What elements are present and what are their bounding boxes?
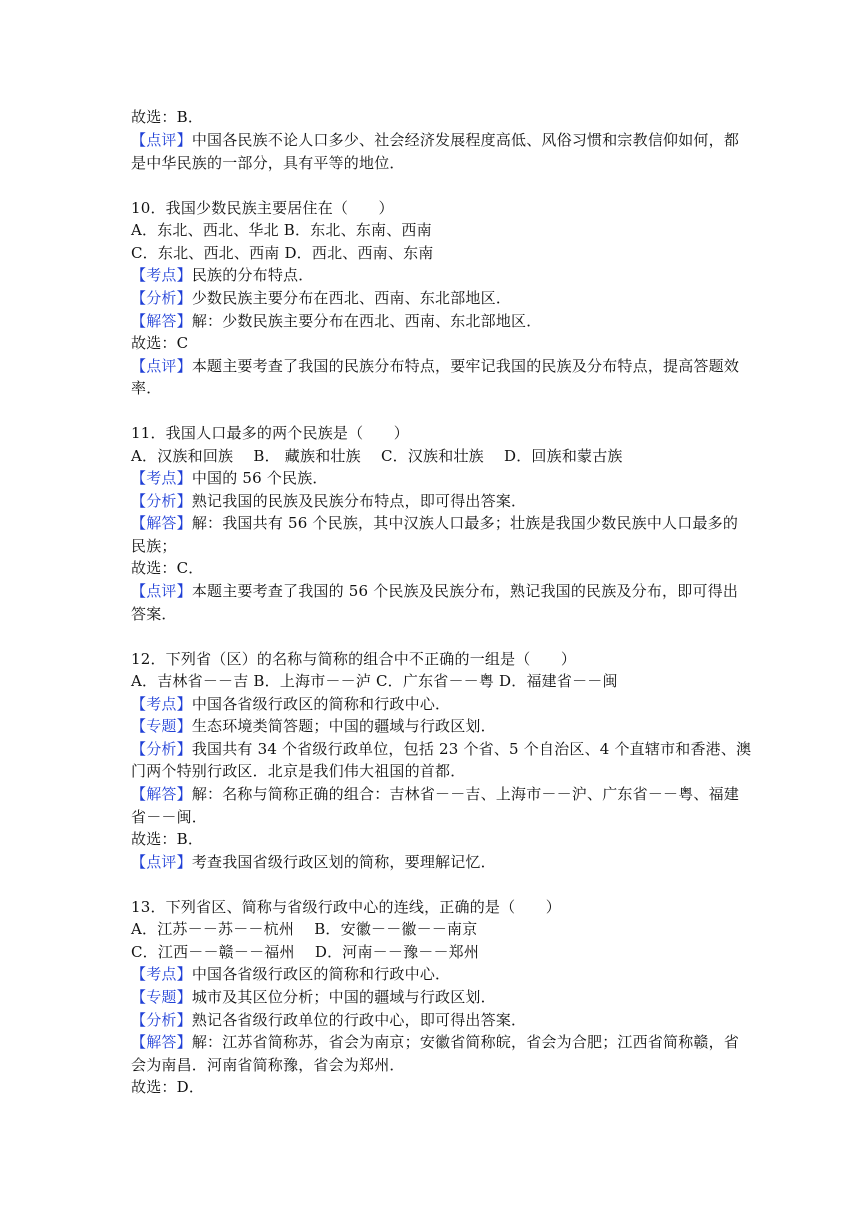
text-span: 我国共有 34 个省级行政单位，包括 23 个省、5 个自治区、4 个直辖市和香港、澳: [191, 740, 752, 758]
text-span: 熟记我国的民族及民族分布特点，即可得出答案．: [191, 492, 527, 510]
text-span: 10．我国少数民族主要居住在（ ）: [131, 199, 394, 217]
question-10-fenxi: [131, 289, 511, 307]
text-span: 中国各省级行政区的简称和行政中心．: [191, 965, 451, 983]
tag-kaodian: 【考点】: [131, 695, 192, 713]
text-span: A．汉族和回族 B． 藏族和壮族 C．汉族和壮族 D．回族和蒙古族: [131, 447, 623, 465]
question-10-kaodian: [131, 266, 313, 284]
question-11-options: [131, 447, 623, 465]
question-10-stem: [131, 199, 394, 217]
text-span: 中国各省级行政区的简称和行政中心．: [191, 695, 451, 713]
text-span: 11．我国人口最多的两个民族是（ ）: [131, 424, 409, 442]
question-10-options-2: [131, 244, 433, 262]
question-11-fenxi: [131, 492, 526, 510]
tag-fenxi: 【分析】: [131, 492, 192, 510]
question-12-fenxi: [131, 740, 751, 758]
tag-kaodian: 【考点】: [131, 965, 192, 983]
text-span: C．东北、西北、西南 D．西北、西南、东南: [131, 244, 434, 262]
question-11-stem: [131, 424, 409, 442]
text-span: 解：我国共有 56 个民族，其中汉族人口最多；壮族是我国少数民族中人口最多的: [191, 514, 739, 532]
review-line: [131, 131, 739, 149]
text-span: 门两个特别行政区．北京是我们伟大祖国的首都．: [131, 762, 466, 780]
question-11-review: [131, 582, 738, 600]
text-span: 熟记各省级行政单位的行政中心，即可得出答案．: [191, 1011, 527, 1029]
question-13-kaodian: [131, 965, 450, 983]
tag-jieda: 【解答】: [131, 1033, 192, 1051]
text-span: 本题主要考查了我国的民族分布特点，要牢记我国的民族及分布特点，提高答题效: [191, 357, 740, 375]
text-span: A．吉林省－－吉 B．上海市－－泸 C．广东省－－粤 D．福建省－－闽: [131, 672, 618, 690]
question-12-answer: [131, 830, 203, 848]
tag-review: 【点评】: [131, 131, 192, 149]
question-11-jieda: [131, 514, 738, 532]
text-span: A．东北、西北、华北 B．东北、东南、西南: [131, 221, 432, 239]
text-span: 故选：C．: [131, 559, 204, 577]
question-13-fenxi: [131, 1011, 526, 1029]
question-12-fenxi-cont: [131, 762, 465, 780]
question-12-jieda: [131, 785, 739, 803]
text-span: A．江苏－－苏－－杭州 B．安徽－－徽－－南京: [131, 920, 478, 938]
text-span: 中国的 56 个民族．: [191, 469, 328, 487]
question-10-answer: [131, 334, 188, 352]
question-11-jieda-cont: [131, 537, 177, 555]
question-10-review: [131, 357, 739, 375]
question-10-options-1: [131, 221, 432, 239]
question-12-review: [131, 853, 496, 871]
tag-review: 【点评】: [131, 582, 192, 600]
question-10-jieda: [131, 312, 541, 330]
text-span: 解：少数民族主要分布在西北、西南、东北部地区．: [191, 312, 542, 330]
question-12-kaodian: [131, 695, 450, 713]
question-12-zhuanti: [131, 717, 496, 735]
text-span: 13．下列省区、简称与省级行政中心的连线，正确的是（ ）: [131, 898, 561, 916]
tag-kaodian: 【考点】: [131, 469, 192, 487]
question-13-answer: [131, 1078, 204, 1096]
question-11-answer: [131, 559, 203, 577]
question-13-zhuanti: [131, 988, 496, 1006]
question-10-review-cont: [131, 379, 161, 397]
text-span: 是中华民族的一部分，具有平等的地位．: [131, 154, 405, 172]
question-13-jieda-cont: [131, 1056, 405, 1074]
text-span: 中国各民族不论人口多少、社会经济发展程度高低、风俗习惯和宗教信仰如何，都: [191, 131, 740, 149]
text-span: 故选：C: [131, 334, 189, 352]
tag-fenxi: 【分析】: [131, 1011, 192, 1029]
tag-review: 【点评】: [131, 357, 192, 375]
text-span: 故选：B．: [131, 108, 204, 126]
text-span: 故选：B．: [131, 830, 204, 848]
text-span: 考查我国省级行政区划的简称，要理解记忆．: [191, 853, 496, 871]
question-13-options-2: [131, 943, 479, 961]
tag-jieda: 【解答】: [131, 312, 192, 330]
question-11-review-cont: [131, 605, 177, 623]
text-span: 城市及其区位分析；中国的疆域与行政区划．: [191, 988, 496, 1006]
text-span: 生态环境类简答题；中国的疆域与行政区划．: [191, 717, 496, 735]
text-span: 省－－闽．: [131, 808, 208, 826]
answer-line: [131, 108, 203, 126]
tag-kaodian: 【考点】: [131, 266, 192, 284]
question-12-options: [131, 672, 618, 690]
text-span: 本题主要考查了我国的 56 个民族及民族分布，熟记我国的民族及分布，即可得出: [191, 582, 739, 600]
text-span: 答案．: [131, 605, 177, 623]
text-span: 解：江苏省简称苏，省会为南京；安徽省简称皖，省会为合肥；江西省简称赣，省: [191, 1033, 740, 1051]
text-span: 12．下列省（区）的名称与简称的组合中不正确的一组是（ ）: [131, 650, 577, 668]
question-13-jieda: [131, 1033, 739, 1051]
question-13-options-1: [131, 920, 477, 938]
question-12-jieda-cont: [131, 808, 207, 826]
tag-zhuanti: 【专题】: [131, 988, 192, 1006]
tag-fenxi: 【分析】: [131, 289, 192, 307]
text-span: 解：名称与简称正确的组合：吉林省－－吉、上海市－－沪、广东省－－粤、福建: [191, 785, 740, 803]
text-span: 会为南昌．河南省简称豫，省会为郑州．: [131, 1056, 405, 1074]
text-span: 率．: [131, 379, 162, 397]
text-span: 民族的分布特点．: [191, 266, 314, 284]
text-span: 少数民族主要分布在西北、西南、东北部地区．: [191, 289, 512, 307]
text-span: C．江西－－赣－－福州 D．河南－－豫－－郑州: [131, 943, 480, 961]
tag-fenxi: 【分析】: [131, 740, 192, 758]
question-12-stem: [131, 650, 576, 668]
question-13-stem: [131, 898, 561, 916]
review-line-cont: [131, 154, 405, 172]
tag-review: 【点评】: [131, 853, 192, 871]
tag-jieda: 【解答】: [131, 514, 192, 532]
tag-zhuanti: 【专题】: [131, 717, 192, 735]
text-span: 故选：D．: [131, 1078, 205, 1096]
question-11-kaodian: [131, 469, 328, 487]
text-span: 民族；: [131, 537, 177, 555]
tag-jieda: 【解答】: [131, 785, 192, 803]
